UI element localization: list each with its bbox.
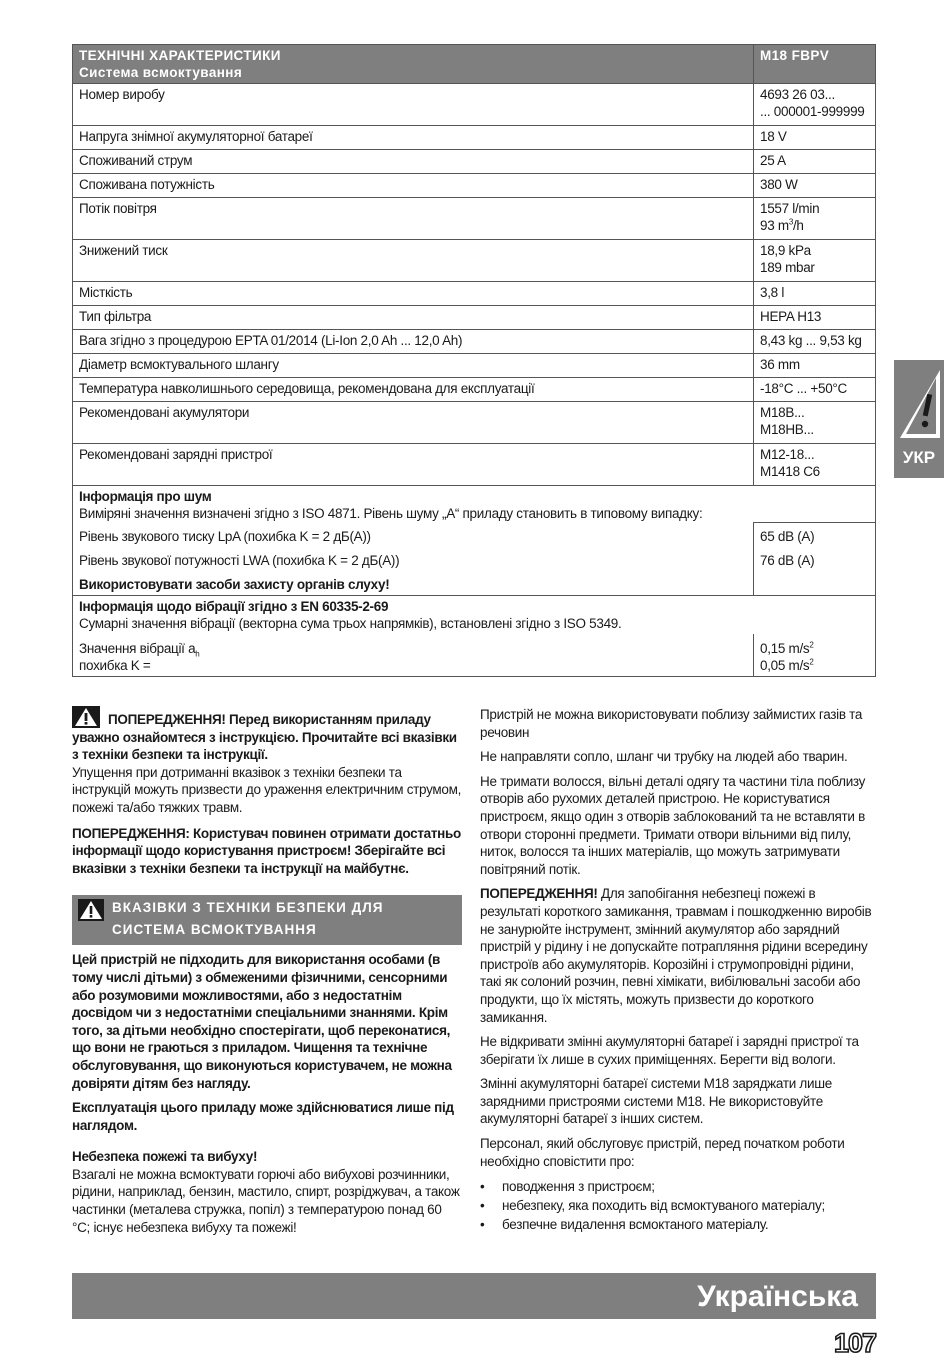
- table-row: [73, 378, 876, 402]
- spec-label: Потік повітря: [73, 198, 754, 240]
- spec-label: Температура навколишнього середовища, рекомендована для експлуатації: [73, 378, 754, 402]
- table-header: [73, 45, 876, 84]
- right-paragraph-2: Не направляти сопло, шланг чи трубку на людей або тварин.: [480, 749, 848, 765]
- footer-language: Українська: [697, 1280, 858, 1313]
- specifications-table: [72, 44, 876, 677]
- table-row: [73, 174, 876, 198]
- table-title: ТЕХНІЧНІ ХАРАКТЕРИСТИКИ: [79, 48, 281, 63]
- spec-value: -18°C ... +50°C: [754, 378, 876, 402]
- noise-title: Інформація про шум: [79, 489, 212, 504]
- vibration-title: Інформація щодо вібрації згідно з EN 60335-2-69: [79, 599, 389, 614]
- right-paragraph-5: Не відкривати змінні акумуляторні батареї і зарядні пристрої та зберігати їх лише в сухих приміщеннях. Берегти від вологи.: [480, 1034, 859, 1067]
- footer-language-bar: [72, 1273, 876, 1319]
- spec-label: Знижений тиск: [73, 240, 754, 282]
- spec-value: HEPA H13: [754, 306, 876, 330]
- right-paragraph-3: Не тримати волосся, вільні деталі одягу та частини тіла поблизу отворів або рухомих деталей пристрою. Не користуватися пристроєм, якщо один з отворів заблокований та не вставляти в отвори сторонні предмети. Тримати отвори вільними від пилу, ниток, волосся та інших матеріалів, що можуть затримувати повітряний потік.: [480, 773, 866, 877]
- left-column: [72, 706, 462, 1243]
- language-code: УКР: [902, 448, 936, 467]
- spec-value: 3,8 l: [754, 282, 876, 306]
- spec-value: 1557 l/min 93 $m^3/h$: [754, 198, 876, 240]
- vibration-title-row: [73, 596, 876, 635]
- bullet-list: [480, 1177, 878, 1234]
- list-item: • небезпеку, яка походить від всмоктуваного матеріалу;: [480, 1196, 878, 1215]
- fire-hazard-text: Взагалі не можна всмоктувати горючі або вибухові розчинники, рідини, наприклад, бензин, мастило, спирт, розріджувач, а також частинки (металева стружка, попіл) з температурою понад 60 °C; існує небезпека вибуху та пожежі!: [72, 1166, 460, 1235]
- noise-power-label: Рівень звукової потужності LWA (похибка K = 2 дБ(A)): [73, 547, 754, 571]
- noise-power-row: [73, 547, 876, 571]
- safety-paragraph-1: Цей пристрій не підходить для використання особами (в тому числі дітьми) з обмеженими фізичними, сенсорними або розумовими можливостями, або з недостатнім досвідом чи з недостатніми спеціальними знаннями. Крім того, за дітьми необхідно спостерігати, щоб переконатися, що вони не граються з приладом. Чищення та технічне обслуговування, що виконуються користувачем, не можна довіряти дітям без нагляду.: [72, 952, 452, 1091]
- table-row: [73, 126, 876, 150]
- spec-label: Напруга знімної акумуляторної батареї: [73, 126, 754, 150]
- vibration-intro: Сумарні значення вібрації (векторна сума трьох напрямків), встановлені згідно з ISO 5349.: [79, 616, 622, 631]
- spec-value: 25 A: [754, 150, 876, 174]
- spec-value: 18,9 kPa 189 mbar: [754, 240, 876, 282]
- noise-pressure-label: Рівень звукового тиску LpA (похибка K = 2 дБ(A)): [73, 523, 754, 548]
- fire-hazard-heading: Небезпека пожежі та вибуху!: [72, 1149, 258, 1165]
- warning-icon: [72, 706, 100, 728]
- warning-2: ПОПЕРЕДЖЕННЯ: Користувач повинен отримати достатньо інформації щодо користування пристроєм! Зберігайте всі вказівки з техніки безпеки та інструкції на майбутнє.: [72, 825, 461, 876]
- table-row: [73, 306, 876, 330]
- spec-label: Рекомендовані акумулятори: [73, 402, 754, 444]
- spec-label: Тип фільтра: [73, 306, 754, 330]
- vibration-value: 0,15 m/s: [760, 641, 810, 656]
- vibration-tolerance: 0,05 m/s: [760, 658, 810, 673]
- table-row: [73, 84, 876, 126]
- page-number: 107: [833, 1328, 876, 1358]
- table-row: [73, 282, 876, 306]
- spec-value: 4693 26 03... ... 000001-999999: [754, 84, 876, 126]
- safety-paragraph-2: Експлуатація цього приладу може здійснюватися лише під наглядом.: [72, 1100, 454, 1133]
- table-row: [73, 150, 876, 174]
- spec-value: 8,43 kg ... 9,53 kg: [754, 330, 876, 354]
- warning-1-text: Упущення при дотриманні вказівок з техніки безпеки та інструкцій можуть призвести до ураження електричним струмом, пожежі та/або тяжких травм.: [72, 764, 462, 815]
- table-row: [73, 240, 876, 282]
- table-row: [73, 330, 876, 354]
- fire-hazard: [72, 1148, 462, 1236]
- right-paragraph-1: Пристрій не можна використовувати поблизу займистих газів та речовин: [480, 707, 863, 740]
- spec-label: Номер виробу: [73, 84, 754, 126]
- vibration-tolerance-label: похибка K =: [79, 658, 151, 673]
- table-subtitle: Система всмоктування: [79, 65, 243, 80]
- right-paragraph-7: Персонал, який обслуговує пристрій, перед початком роботи необхідно сповістити про:: [480, 1136, 845, 1169]
- spec-value: M12-18... M1418 C6: [754, 444, 876, 486]
- spec-value: 36 mm: [754, 354, 876, 378]
- right-paragraph-4: ПОПЕРЕДЖЕННЯ! Для запобігання небезпеці пожежі в результаті короткого замикання, травмам і пошкодженню виробів не занурюйте інструмент, змінний акумулятор або зарядний пристрій у рідину і не допускайте потрапляння рідини всередину пристроїв або акумуляторів. Корозійні і струмопровідні рідини, такі як солоний розчин, певні хімікати, вибілювальні засоби або продукти, що їх містять, можуть призвести до короткого замикання.: [480, 886, 872, 1025]
- list-item: • поводження з пристроєм;: [480, 1177, 878, 1196]
- noise-power-value: 76 dB (A): [754, 547, 876, 571]
- table-row: [73, 444, 876, 486]
- table-row: [73, 354, 876, 378]
- list-item: • безпечне видалення всмоктаного матеріалу.: [480, 1215, 878, 1234]
- section-title: ВКАЗІВКИ З ТЕХНІКИ БЕЗПЕКИ ДЛЯ СИСТЕМА ВСМОКТУВАННЯ: [112, 900, 384, 938]
- table-row: [73, 198, 876, 240]
- noise-intro: Виміряні значення визначені згідно з ISO 4871. Рівень шуму „A“ приладу становить в типовому випадку:: [79, 506, 703, 521]
- right-column: [480, 706, 878, 1234]
- warning-icon: [894, 364, 944, 448]
- noise-protection-row: [73, 571, 876, 596]
- noise-title-row: [73, 486, 876, 523]
- spec-value: M18B... M18HB...: [754, 402, 876, 444]
- right-paragraph-6: Змінні акумуляторні батареї системи M18 заряджати лише зарядними пристроями системи M18. Не використовуйте акумуляторні батареї з інших систем.: [480, 1076, 832, 1127]
- noise-pressure-value: 65 dB (A): [754, 523, 876, 548]
- warning-1-bold: ПОПЕРЕДЖЕННЯ! Перед використанням приладу уважно ознайомтеся з інструкцією. Прочитайте всі вказівки з техніки безпеки та інструкції.: [72, 712, 457, 763]
- spec-label: Рекомендовані зарядні пристрої: [73, 444, 754, 486]
- language-side-tab: [894, 360, 944, 478]
- vibration-value-label: Значення вібрації a: [79, 641, 196, 656]
- section-heading: [72, 895, 462, 945]
- noise-pressure-row: [73, 523, 876, 548]
- warning-1: [72, 706, 462, 817]
- spec-label: Вага згідно з процедурою EPTA 01/2014 (Li-Ion 2,0 Ah ... 12,0 Ah): [73, 330, 754, 354]
- spec-label: Споживана потужність: [73, 174, 754, 198]
- spec-label: Місткість: [73, 282, 754, 306]
- table-row: [73, 402, 876, 444]
- spec-value: 380 W: [754, 174, 876, 198]
- vibration-value-row: Значення вібрації $a_h$ похибка K = 0,15 $m/s^2$ 0,05 $m/s^2$: [73, 634, 876, 677]
- spec-label: Діаметр всмоктувального шлангу: [73, 354, 754, 378]
- noise-protection: Використовувати засоби захисту органів слуху!: [73, 571, 754, 596]
- model-name: M18 FBPV: [754, 45, 876, 84]
- spec-value: 18 V: [754, 126, 876, 150]
- warning-icon: [78, 899, 104, 921]
- spec-label: Споживаний струм: [73, 150, 754, 174]
